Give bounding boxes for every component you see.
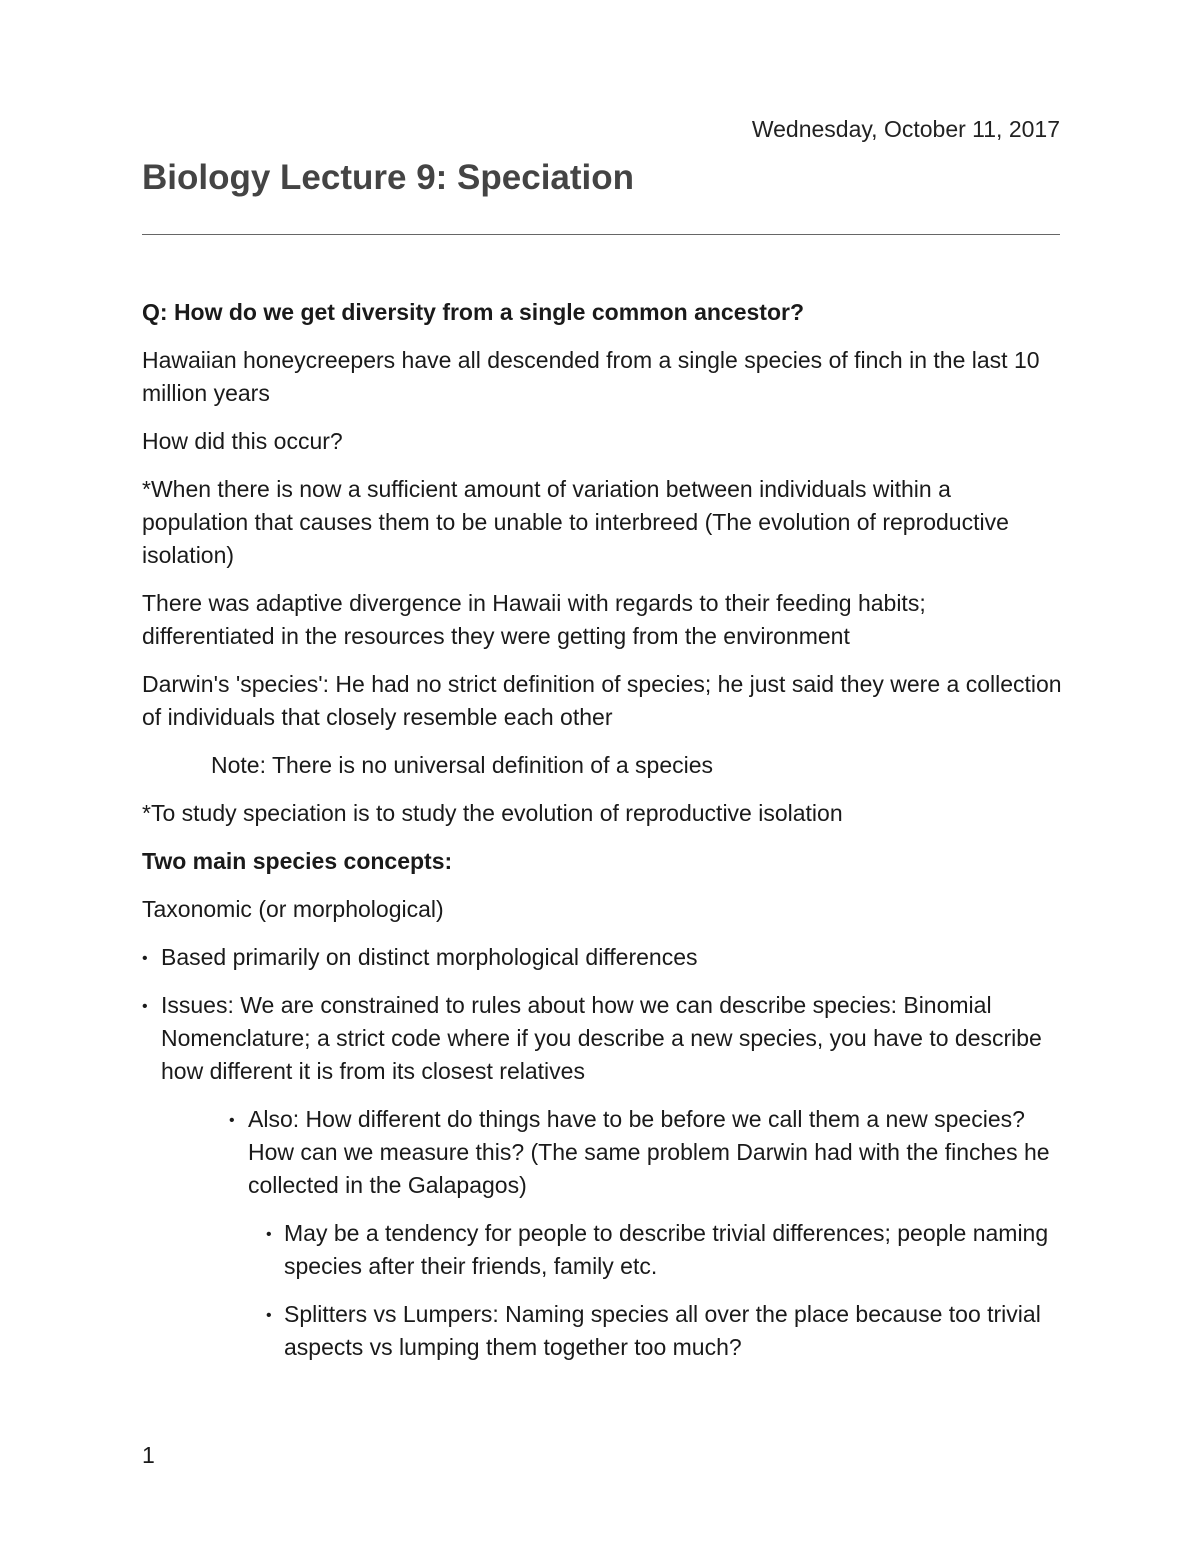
question-heading: Q: How do we get diversity from a single common ancestor? <box>142 299 805 325</box>
document-title: Biology Lecture 9: Speciation <box>142 158 635 197</box>
document-body <box>142 296 1062 1379</box>
paragraph-how-occur: How did this occur? <box>142 428 343 454</box>
list-item <box>142 941 1062 974</box>
document-date: Wednesday, October 11, 2017 <box>751 116 1060 142</box>
list-item-text: Based primarily on distinct morphological differences <box>161 944 698 970</box>
title-divider <box>142 234 1060 235</box>
bullet-icon: • <box>229 1112 235 1129</box>
paragraph-variation: *When there is now a sufficient amount of variation between individuals within a population that causes them to be unable to interbreed (The evolution of reproductive isolation) <box>142 476 1009 568</box>
paragraph-adaptive-divergence: There was adaptive divergence in Hawaii with regards to their feeding habits; differentiated in the resources they were getting from the environment <box>142 590 926 649</box>
page-number: 1 <box>142 1442 155 1468</box>
paragraph-speciation: *To study speciation is to study the evolution of reproductive isolation <box>142 800 843 826</box>
list-item-text: Issues: We are constrained to rules about how we can describe species: Binomial Nomenclature; a strict code where if you describe a new species, you have to describe how different it is from its closest relatives <box>161 992 1042 1084</box>
paragraph-darwin-species: Darwin's 'species': He had no strict definition of species; he just said they were a collection of individuals that closely resemble each other <box>142 671 1062 730</box>
list-item-text: Also: How different do things have to be before we call them a new species? How can we measure this? (The same problem Darwin had with the finches he collected in the Galapagos) <box>248 1106 1050 1198</box>
list-item-text: May be a tendency for people to describe trivial differences; people naming species after their friends, family etc. <box>284 1220 1049 1279</box>
section-heading-species-concepts: Two main species concepts: <box>142 848 453 874</box>
bullet-icon: • <box>142 950 148 967</box>
bullet-icon: • <box>142 998 148 1015</box>
list-item-text: Splitters vs Lumpers: Naming species all over the place because too trivial aspects vs lumping them together too much? <box>284 1301 1041 1360</box>
paragraph-taxonomic: Taxonomic (or morphological) <box>142 896 444 922</box>
note-text: Note: There is no universal definition of a species <box>211 752 714 778</box>
list-item <box>142 1298 1062 1364</box>
list-item <box>142 1103 1062 1202</box>
list-item <box>142 1217 1062 1283</box>
bullet-icon: • <box>266 1307 272 1324</box>
paragraph-honeycreepers: Hawaiian honeycreepers have all descended from a single species of finch in the last 10 million years <box>142 347 1040 406</box>
bullet-icon: • <box>266 1226 272 1243</box>
list-item <box>142 989 1062 1088</box>
